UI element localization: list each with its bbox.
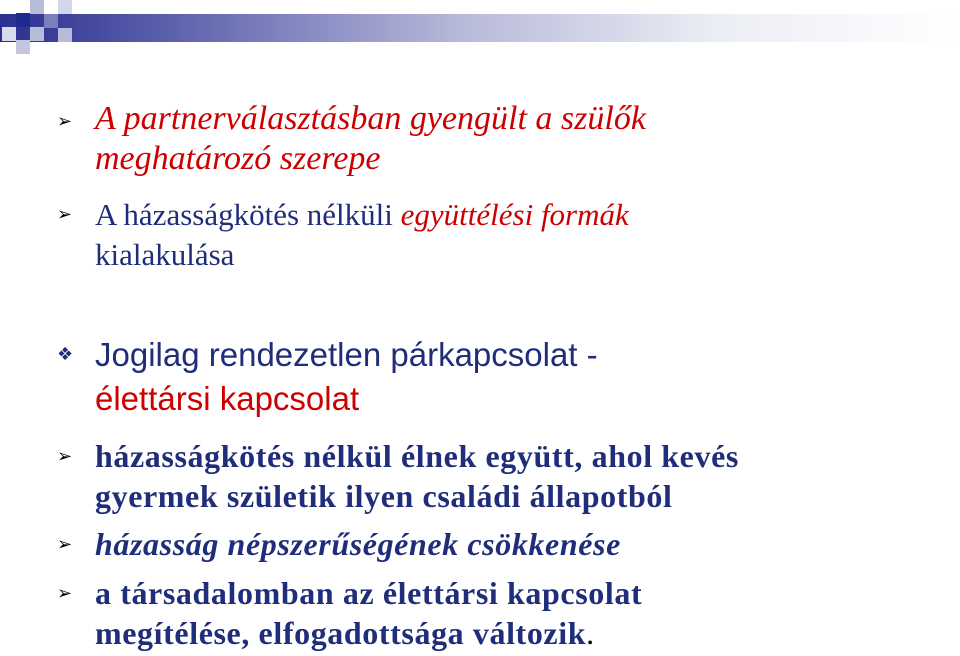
bullet-item-2-line-2: kialakulása (95, 237, 235, 272)
arrow-bullet-icon: ➢ (57, 111, 73, 132)
bullet-item-4-line-1: házasságkötés nélkül élnek együtt, ahol kevés (95, 438, 739, 474)
bullet-item-5-line-1: házasság népszerűségének csökkenése (95, 526, 621, 562)
bullet-item-3-heading (95, 333, 598, 421)
bullet-item-3-line-2: élettársi kapcsolat (95, 380, 360, 417)
bullet-item-4 (95, 436, 739, 516)
header-square (16, 13, 30, 27)
bullet-item-1 (95, 99, 646, 179)
bullet-item-1-line-2: meghatározó szerepe (95, 140, 381, 177)
arrow-bullet-icon: ➢ (57, 534, 73, 555)
header-square (58, 28, 72, 42)
bullet-item-6-period: . (586, 615, 595, 651)
bullet-item-1-line-1: A partnerválasztásban gyengült a szülők (95, 100, 646, 137)
header-square (2, 27, 16, 41)
header-gradient-bar (0, 14, 960, 42)
header-square (58, 0, 72, 14)
header-square (30, 0, 44, 14)
bullet-item-6-line-2: megítélése, elfogadottsága változik (95, 615, 587, 651)
header-square (30, 27, 44, 41)
header-square (44, 14, 58, 28)
bullet-item-2 (95, 195, 629, 275)
bullet-item-6 (95, 573, 642, 653)
bullet-item-2-highlight: együttélési formák (400, 197, 629, 232)
arrow-bullet-icon: ➢ (57, 204, 73, 225)
bullet-item-2-text: A házasságkötés nélküli (95, 197, 401, 232)
bullet-item-3-line-1: Jogilag rendezetlen párkapcsolat - (95, 336, 598, 373)
arrow-bullet-icon: ➢ (57, 583, 73, 604)
header-square (16, 40, 30, 54)
bullet-item-5 (95, 524, 621, 564)
diamond-bullet-icon: ❖ (57, 344, 74, 365)
bullet-item-4-line-2: gyermek születik ilyen családi állapotból (95, 478, 673, 514)
bullet-item-6-line-1: a társadalomban az élettársi kapcsolat (95, 575, 643, 611)
arrow-bullet-icon: ➢ (57, 446, 73, 467)
